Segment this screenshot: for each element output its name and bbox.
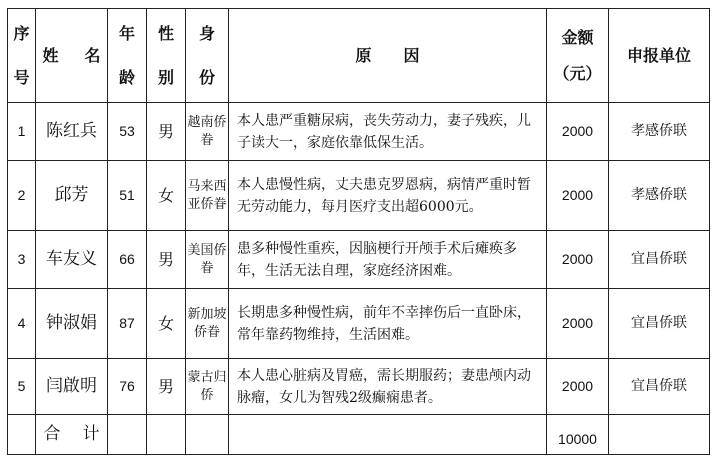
row-name: 邱芳 — [36, 161, 108, 231]
row-unit: 孝感侨联 — [609, 103, 710, 161]
row-reason: 本人患心脏病及胃癌，需长期服药；妻患颅内动脉瘤，女儿为智残2级癫痫患者。 — [229, 359, 547, 415]
table-row — [8, 289, 710, 359]
table-row — [8, 161, 710, 231]
header-age: 年 龄 — [108, 9, 147, 103]
row-gender: 男 — [147, 359, 186, 415]
row-identity: 美国侨眷 — [186, 231, 229, 289]
row-name: 闫啟明 — [36, 359, 108, 415]
total-age-blank — [108, 415, 147, 455]
row-name: 陈红兵 — [36, 103, 108, 161]
header-unit: 申报单位 — [609, 9, 710, 103]
row-identity: 蒙古归侨 — [186, 359, 229, 415]
row-amount: 2000 — [547, 231, 609, 289]
total-reason-blank — [229, 415, 547, 455]
row-unit: 宜昌侨联 — [609, 289, 710, 359]
header-amount: 金额 （元） — [547, 9, 609, 103]
row-gender: 男 — [147, 103, 186, 161]
header-name: 姓 名 — [36, 9, 108, 103]
row-age: 51 — [108, 161, 147, 231]
table-row — [8, 359, 710, 415]
row-name: 钟淑娟 — [36, 289, 108, 359]
row-amount: 2000 — [547, 161, 609, 231]
row-amount: 2000 — [547, 103, 609, 161]
row-age: 66 — [108, 231, 147, 289]
total-identity-blank — [186, 415, 229, 455]
row-age: 53 — [108, 103, 147, 161]
row-gender: 女 — [147, 161, 186, 231]
row-gender: 女 — [147, 289, 186, 359]
row-seq: 3 — [8, 231, 36, 289]
row-seq: 4 — [8, 289, 36, 359]
row-gender: 男 — [147, 231, 186, 289]
row-unit: 孝感侨联 — [609, 161, 710, 231]
row-unit: 宜昌侨联 — [609, 359, 710, 415]
total-row — [8, 415, 710, 455]
header-reason: 原 因 — [229, 9, 547, 103]
total-label: 合 计 — [36, 415, 108, 455]
row-reason: 本人患严重糖尿病，丧失劳动力，妻子残疾，儿子读大一，家庭依靠低保生活。 — [229, 103, 547, 161]
row-amount: 2000 — [547, 289, 609, 359]
row-reason: 本人患慢性病，丈夫患克罗恩病，病情严重时暂无劳动能力，每月医疗支出超6000元。 — [229, 161, 547, 231]
row-age: 87 — [108, 289, 147, 359]
row-name: 车友义 — [36, 231, 108, 289]
table-row — [8, 231, 710, 289]
row-seq: 5 — [8, 359, 36, 415]
row-seq: 1 — [8, 103, 36, 161]
row-identity: 越南侨眷 — [186, 103, 229, 161]
total-amount: 10000 — [547, 415, 609, 455]
row-reason: 患多种慢性重疾，因脑梗行开颅手术后瘫痪多年，生活无法自理，家庭经济困难。 — [229, 231, 547, 289]
row-identity: 新加坡侨眷 — [186, 289, 229, 359]
row-reason: 长期患多种慢性病，前年不幸摔伤后一直卧床，常年靠药物维持，生活困难。 — [229, 289, 547, 359]
total-unit-blank — [609, 415, 710, 455]
total-seq-blank — [8, 415, 36, 455]
header-identity: 身 份 — [186, 9, 229, 103]
row-identity: 马来西亚侨眷 — [186, 161, 229, 231]
total-gender-blank — [147, 415, 186, 455]
header-gender: 性 别 — [147, 9, 186, 103]
row-seq: 2 — [8, 161, 36, 231]
header-row — [8, 9, 710, 103]
row-age: 76 — [108, 359, 147, 415]
header-seq: 序 号 — [8, 9, 36, 103]
row-unit: 宜昌侨联 — [609, 231, 710, 289]
row-amount: 2000 — [547, 359, 609, 415]
table-row — [8, 103, 710, 161]
relief-table — [7, 8, 710, 455]
